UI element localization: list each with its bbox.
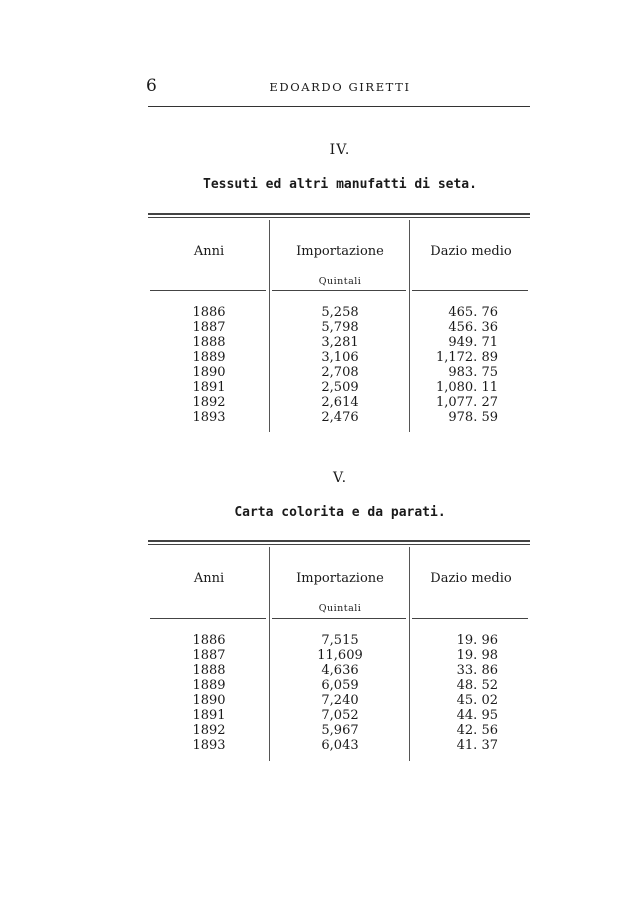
col-header-duty: Dazio medio xyxy=(430,244,512,259)
table-top-rule xyxy=(148,540,530,545)
cell-duty: 456. 36 xyxy=(448,320,498,335)
column-divider xyxy=(269,220,270,432)
header-rule-years xyxy=(150,618,266,619)
col-header-imports: Importazione xyxy=(296,571,384,586)
cell-year: 1893 xyxy=(192,410,226,425)
section-title: Tessuti ed altri manufatti di seta. xyxy=(203,177,477,192)
col-unit-label: Quintali xyxy=(318,603,362,614)
cell-year: 1886 xyxy=(192,305,226,320)
cell-imports: 5,798 xyxy=(321,320,359,335)
cell-imports: 7,515 xyxy=(321,633,359,648)
column-divider xyxy=(269,547,270,761)
cell-imports: 3,281 xyxy=(321,335,359,350)
cell-duty: 41. 37 xyxy=(456,738,498,753)
header-rule xyxy=(148,106,530,107)
cell-duty: 42. 56 xyxy=(456,723,498,738)
cell-duty: 978. 59 xyxy=(448,410,498,425)
cell-year: 1886 xyxy=(192,633,226,648)
cell-duty: 1,077. 27 xyxy=(435,395,498,410)
cell-imports: 2,476 xyxy=(321,410,359,425)
cell-imports: 7,240 xyxy=(321,693,359,708)
cell-imports: 6,059 xyxy=(321,678,359,693)
cell-duty: 1,080. 11 xyxy=(435,380,498,395)
cell-year: 1890 xyxy=(192,693,226,708)
cell-year: 1888 xyxy=(192,663,226,678)
cell-imports: 6,043 xyxy=(321,738,359,753)
cell-imports: 2,708 xyxy=(321,365,359,380)
cell-year: 1891 xyxy=(192,380,226,395)
cell-imports: 11,609 xyxy=(317,648,363,663)
cell-year: 1892 xyxy=(192,395,226,410)
cell-imports: 4,636 xyxy=(321,663,359,678)
cell-imports: 7,052 xyxy=(321,708,359,723)
cell-year: 1887 xyxy=(192,320,226,335)
cell-duty: 983. 75 xyxy=(448,365,498,380)
cell-imports: 2,509 xyxy=(321,380,359,395)
table-top-rule xyxy=(148,213,530,218)
col-header-years: Anni xyxy=(193,571,225,586)
cell-duty: 44. 95 xyxy=(456,708,498,723)
cell-duty: 33. 86 xyxy=(456,663,498,678)
cell-year: 1890 xyxy=(192,365,226,380)
cell-year: 1893 xyxy=(192,738,226,753)
col-header-duty: Dazio medio xyxy=(430,571,512,586)
cell-duty: 1,172. 89 xyxy=(435,350,498,365)
running-title: EDOARDO GIRETTI xyxy=(269,80,411,94)
header-rule-duty xyxy=(412,618,528,619)
header-rule-imports xyxy=(272,290,406,291)
cell-year: 1888 xyxy=(192,335,226,350)
column-divider xyxy=(409,220,410,432)
cell-duty: 45. 02 xyxy=(456,693,498,708)
col-unit-label: Quintali xyxy=(318,276,362,287)
column-divider xyxy=(409,547,410,761)
cell-year: 1887 xyxy=(192,648,226,663)
cell-duty: 19. 98 xyxy=(456,648,498,663)
header-rule-years xyxy=(150,290,266,291)
cell-imports: 3,106 xyxy=(321,350,359,365)
cell-year: 1889 xyxy=(192,678,226,693)
cell-duty: 465. 76 xyxy=(448,305,498,320)
cell-imports: 5,967 xyxy=(321,723,359,738)
cell-imports: 5,258 xyxy=(321,305,359,320)
cell-year: 1889 xyxy=(192,350,226,365)
cell-year: 1891 xyxy=(192,708,226,723)
cell-imports: 2,614 xyxy=(321,395,359,410)
col-header-years: Anni xyxy=(193,244,225,259)
page-number: 6 xyxy=(146,76,157,96)
cell-duty: 19. 96 xyxy=(456,633,498,648)
section-numeral: V. xyxy=(332,470,348,486)
header-rule-imports xyxy=(272,618,406,619)
header-rule-duty xyxy=(412,290,528,291)
col-header-imports: Importazione xyxy=(296,244,384,259)
section-numeral: IV. xyxy=(329,142,351,158)
section-title: Carta colorita e da parati. xyxy=(234,505,446,520)
cell-duty: 949. 71 xyxy=(448,335,498,350)
cell-year: 1892 xyxy=(192,723,226,738)
cell-duty: 48. 52 xyxy=(456,678,498,693)
